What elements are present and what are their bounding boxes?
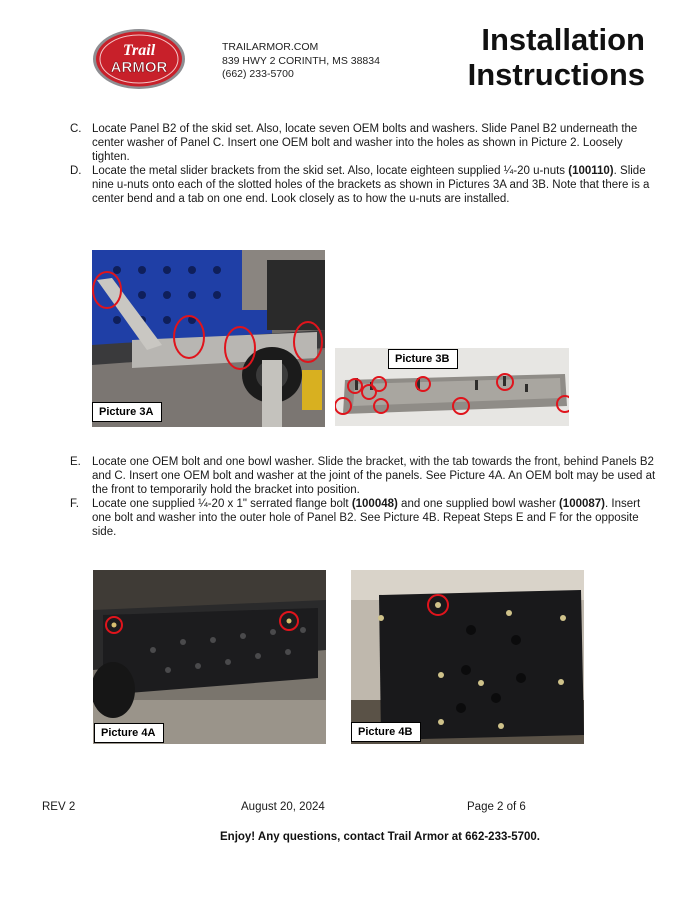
step-letter: F. bbox=[70, 498, 79, 510]
part-number: (100087) bbox=[558, 498, 606, 510]
revision-label: REV 2 bbox=[42, 801, 76, 813]
step-letter: E. bbox=[70, 456, 81, 468]
step-text bbox=[92, 455, 658, 497]
step-text-part: Locate one OEM bolt and one bowl washer. Slide the bracket, with the tab towards the front, behind Panels B2 and C. Insert one OEM bolt and washer at the joint of the panels. See Picture 4A. An OEM bolt may be used at the front to temporarily hold the bracket into position. bbox=[92, 456, 656, 496]
picture-3a-caption: Picture 3A bbox=[92, 402, 162, 422]
title-line-2: Instructions bbox=[467, 57, 645, 92]
step-text bbox=[92, 164, 658, 206]
step-text-part: . Slide nine u-nuts onto each of the slotted holes of the brackets as shown in Pictures 3A and 3B. Note that there is a center bend and a tab on one end. Look closely as to how the u-nuts are installed. bbox=[92, 165, 650, 205]
step-text-part: and one supplied bowl washer bbox=[397, 498, 559, 510]
trail-armor-logo bbox=[92, 28, 186, 90]
step-text-part: Locate Panel B2 of the skid set. Also, locate seven OEM bolts and washers. Slide Panel B2 underneath the center washer of Panel C. Insert one OEM bolt and washer into the holes as shown in Picture 2. Loosely tighten. bbox=[92, 123, 638, 163]
step-text-part: Locate one supplied ¼-20 x 1" serrated flange bolt bbox=[92, 498, 352, 510]
company-contact bbox=[222, 41, 380, 82]
document-date: August 20, 2024 bbox=[241, 801, 325, 813]
picture-4a-photo bbox=[93, 570, 326, 744]
page-number: Page 2 of 6 bbox=[467, 801, 526, 813]
company-phone: (662) 233-5700 bbox=[222, 68, 294, 80]
part-number: (100048) bbox=[351, 498, 398, 510]
svg-text:Trail: Trail bbox=[122, 42, 156, 59]
step-text bbox=[92, 497, 658, 539]
picture-3a-photo bbox=[92, 250, 325, 427]
svg-text:ARMOR: ARMOR bbox=[110, 59, 168, 76]
step-letter: C. bbox=[70, 123, 82, 135]
step-text-part: . Insert one bolt and washer into the outer hole of Panel B2. See Picture 4B. Repeat Steps E and F for the opposite side. bbox=[92, 498, 641, 538]
step-letter: D. bbox=[70, 165, 82, 177]
picture-4b-caption: Picture 4B bbox=[351, 722, 421, 742]
step-text bbox=[92, 122, 658, 164]
title-line-1: Installation bbox=[481, 22, 645, 57]
contact-footer: Enjoy! Any questions, contact Trail Armor at 662-233-5700. bbox=[220, 831, 540, 843]
picture-3b-caption: Picture 3B bbox=[388, 349, 458, 369]
step-text-part: Locate the metal slider brackets from the skid set. Also, locate eighteen supplied ¼-20 u-nuts bbox=[92, 165, 569, 177]
company-address: 839 HWY 2 CORINTH, MS 38834 bbox=[222, 54, 380, 67]
picture-4a-caption: Picture 4A bbox=[94, 723, 164, 743]
picture-4b-photo bbox=[351, 570, 584, 744]
company-website[interactable]: TRAILARMOR.COM bbox=[222, 41, 319, 53]
page-title bbox=[468, 22, 645, 92]
part-number: (100110) bbox=[568, 165, 614, 177]
